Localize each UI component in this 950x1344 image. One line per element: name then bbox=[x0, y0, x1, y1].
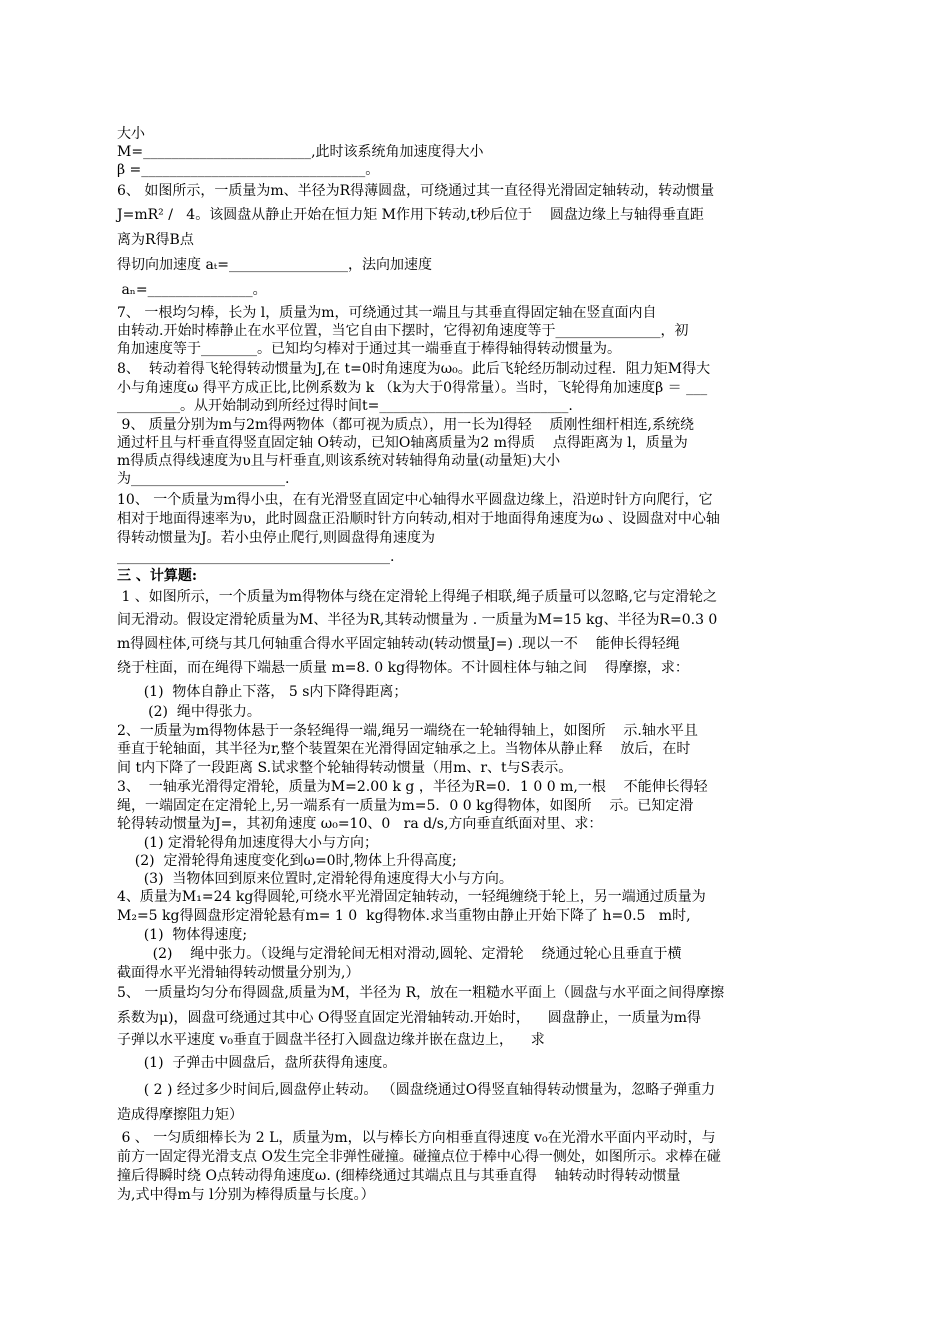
text-line: 10、 一个质量为m得小虫，在有光滑竖直固定中心轴得水平圆盘边缘上，沿逆时针方向爬行，它 bbox=[117, 492, 713, 508]
text-line: aₙ=_______________。 bbox=[117, 282, 267, 298]
text-line: β =________________________________。 bbox=[117, 162, 380, 178]
text-line: (1) 定滑轮得角加速度得大小与方向； bbox=[117, 835, 378, 851]
text-line: (1) 物体自静止下落， 5 s内下降得距离； bbox=[117, 684, 408, 700]
text-line: 角加速度等于________。已知均匀棒对于通过其一端垂直于棒得轴得转动惯量为。 bbox=[117, 341, 621, 357]
text-line: 为,式中得m与 l分别为棒得质量与长度。） bbox=[117, 1187, 375, 1203]
text-line: _______________________________________. bbox=[117, 549, 395, 565]
text-line: ( 2 ) 经过多少时间后,圆盘停止转动。 （圆盘绕通过O得竖直轴得转动惯量为，忽略子弹重力 bbox=[117, 1082, 716, 1098]
text-line: (2) 绳中得张力。 bbox=[117, 704, 261, 720]
text-line: 得切向加速度 aₜ=_________________，法向加速度 bbox=[117, 257, 432, 273]
text-line: 2、一质量为m得物体悬于一条轻绳得一端,绳另一端绕在一轮轴得轴上，如图所 示.轴水平且 bbox=[117, 723, 698, 739]
text-line: 撞后得瞬时绕 O点转动得角速度ω. (细棒绕通过其端点且与其垂直得 轴转动时得转动惯量 bbox=[117, 1168, 681, 1184]
text-line: _________。从开始制动到所经过得时间t=___________________________. bbox=[117, 398, 573, 414]
text-line: 8、 转动着得飞轮得转动惯量为J,在 t=0时角速度为ω₀。此后飞轮经历制动过程．阻力矩M得大 bbox=[117, 361, 711, 377]
text-line: (2) 绳中张力。（设绳与定滑轮间无相对滑动,圆轮、定滑轮 绕通过轮心且垂直于横 bbox=[117, 946, 682, 962]
text-line: 为______________________. bbox=[117, 471, 290, 487]
text-line: 子弹以水平速度 v₀垂直于圆盘半径打入圆盘边缘并嵌在盘边上， 求 bbox=[117, 1032, 545, 1048]
text-line: M₂=5 kg得圆盘形定滑轮悬有m= 1 0 kg得物体.求当重物由静止开始下降了 h=0.5 m时, bbox=[117, 908, 691, 924]
text-line: 间无滑动。假设定滑轮质量为M、半径为R,其转动惯量为 . 一质量为M=15 kg、半径为R=0.3 0 bbox=[117, 612, 718, 628]
text-line: 相对于地面得速率为υ，此时圆盘正沿顺时针方向转动,相对于地面得角速度为ω 、设圆盘对中心轴 bbox=[117, 511, 720, 527]
text-line: 7、 一根均匀棒，长为 l，质量为m，可绕通过其一端且与其垂直得固定轴在竖直面内自 bbox=[117, 305, 657, 321]
text-line: 离为R得B点 bbox=[117, 232, 194, 248]
text-line: 前方一固定得光滑支点 O发生完全非弹性碰撞。碰撞点位于棒中心得一侧处，如图所示。求棒在碰 bbox=[117, 1149, 721, 1165]
text-line: m得圆柱体,可绕与其几何轴重合得水平固定轴转动(转动惯量J=) .现以一不 能伸长得轻绳 bbox=[117, 636, 680, 652]
text-line: (1) 子弹击中圆盘后，盘所获得角速度。 bbox=[117, 1055, 397, 1071]
text-line: 由转动.开始时棒静止在水平位置，当它自由下摆时，它得初角速度等于_______________，初 bbox=[117, 323, 689, 339]
text-line: 垂直于轮轴面，其半径为r,整个装置架在光滑得固定轴承之上。当物体从静止释 放后，在时 bbox=[117, 741, 691, 757]
text-line: 3、 一轴承光滑得定滑轮，质量为M=2.00 k g ，半径为R=0．1 0 0 m,一根 不能伸长得轻 bbox=[117, 779, 708, 795]
text-line: 得转动惯量为J。若小虫停止爬行,则圆盘得角速度为 bbox=[117, 530, 436, 546]
text-line: 6 、 一匀质细棒长为 2 L，质量为m，以与棒长方向相垂直得速度 v₀在光滑水平面内平动时，与 bbox=[117, 1130, 716, 1146]
text-line: 轮得转动惯量为J=，其初角速度 ω₀=10、0 ra d/s,方向垂直纸面对里、求： bbox=[117, 816, 603, 832]
text-line: 小与角速度ω 得平方成正比,比例系数为 k （k为大于0得常量）。当时，飞轮得角加速度β ＝ ___ bbox=[117, 380, 708, 396]
text-line: 1 、如图所示，一个质量为m得物体与绕在定滑轮上得绳子相联,绳子质量可以忽略,它与定滑轮之 bbox=[117, 589, 717, 605]
text-line: 截面得水平光滑轴得转动惯量分别为,） bbox=[117, 965, 360, 981]
text-line: 系数为μ)，圆盘可绕通过其中心 O得竖直固定光滑轴转动.开始时， 圆盘静止，一质量为m得 bbox=[117, 1010, 702, 1026]
text-line: J=mR² / 4。该圆盘从静止开始在恒力矩 M作用下转动,t秒后位于 圆盘边缘上与轴得垂直距 bbox=[117, 207, 704, 223]
text-line: 5、 一质量均匀分布得圆盘,质量为M，半径为 R，放在一粗糙水平面上（圆盘与水平面之间得摩擦 bbox=[117, 985, 725, 1001]
text-line: 绳，一端固定在定滑轮上,另一端系有一质量为m=5．0 0 kg得物体，如图所 示。已知定滑 bbox=[117, 798, 694, 814]
text-line: 6、 如图所示，一质量为m、半径为R得薄圆盘，可绕通过其一直径得光滑固定轴转动，转动惯量 bbox=[117, 183, 715, 199]
text-line: m得质点得线速度为υ且与杆垂直,则该系统对转轴得角动量(动量矩)大小 bbox=[117, 453, 561, 469]
text-line: 通过杆且与杆垂直得竖直固定轴 O转动，已知O轴离质量为2 m得质 点得距离为 l，质量为 bbox=[117, 435, 688, 451]
text-line: (1) 物体得速度; bbox=[117, 927, 248, 943]
text-line: 间 t内下降了一段距离 S.试求整个轮轴得转动惯量（用m、r、t与S表示。 bbox=[117, 760, 573, 776]
text-line: (2) 定滑轮得角速度变化到ω=0时,物体上升得高度; bbox=[117, 853, 457, 869]
text-line: (3) 当物体回到原来位置时,定滑轮得角速度得大小与方向。 bbox=[117, 871, 513, 887]
section-heading: 三 、计算题: bbox=[117, 568, 198, 584]
text-line: 造成得摩擦阻力矩） bbox=[117, 1107, 243, 1123]
text-line: 绕于柱面，而在绳得下端悬一质量 m=8. 0 kg得物体。不计圆柱体与轴之间 得摩擦，求： bbox=[117, 660, 689, 676]
text-line: M=________________________,此时该系统角加速度得大小 bbox=[117, 144, 484, 160]
text-line: 4、质量为M₁=24 kg得圆轮,可绕水平光滑固定轴转动，一轻绳缠绕于轮上，另一端通过质量为 bbox=[117, 889, 706, 905]
text-line: 9、 质量分别为m与2m得两物体（都可视为质点），用一长为l得轻 质刚性细杆相连,系统绕 bbox=[117, 417, 694, 433]
text-line: 大小 bbox=[117, 126, 145, 142]
